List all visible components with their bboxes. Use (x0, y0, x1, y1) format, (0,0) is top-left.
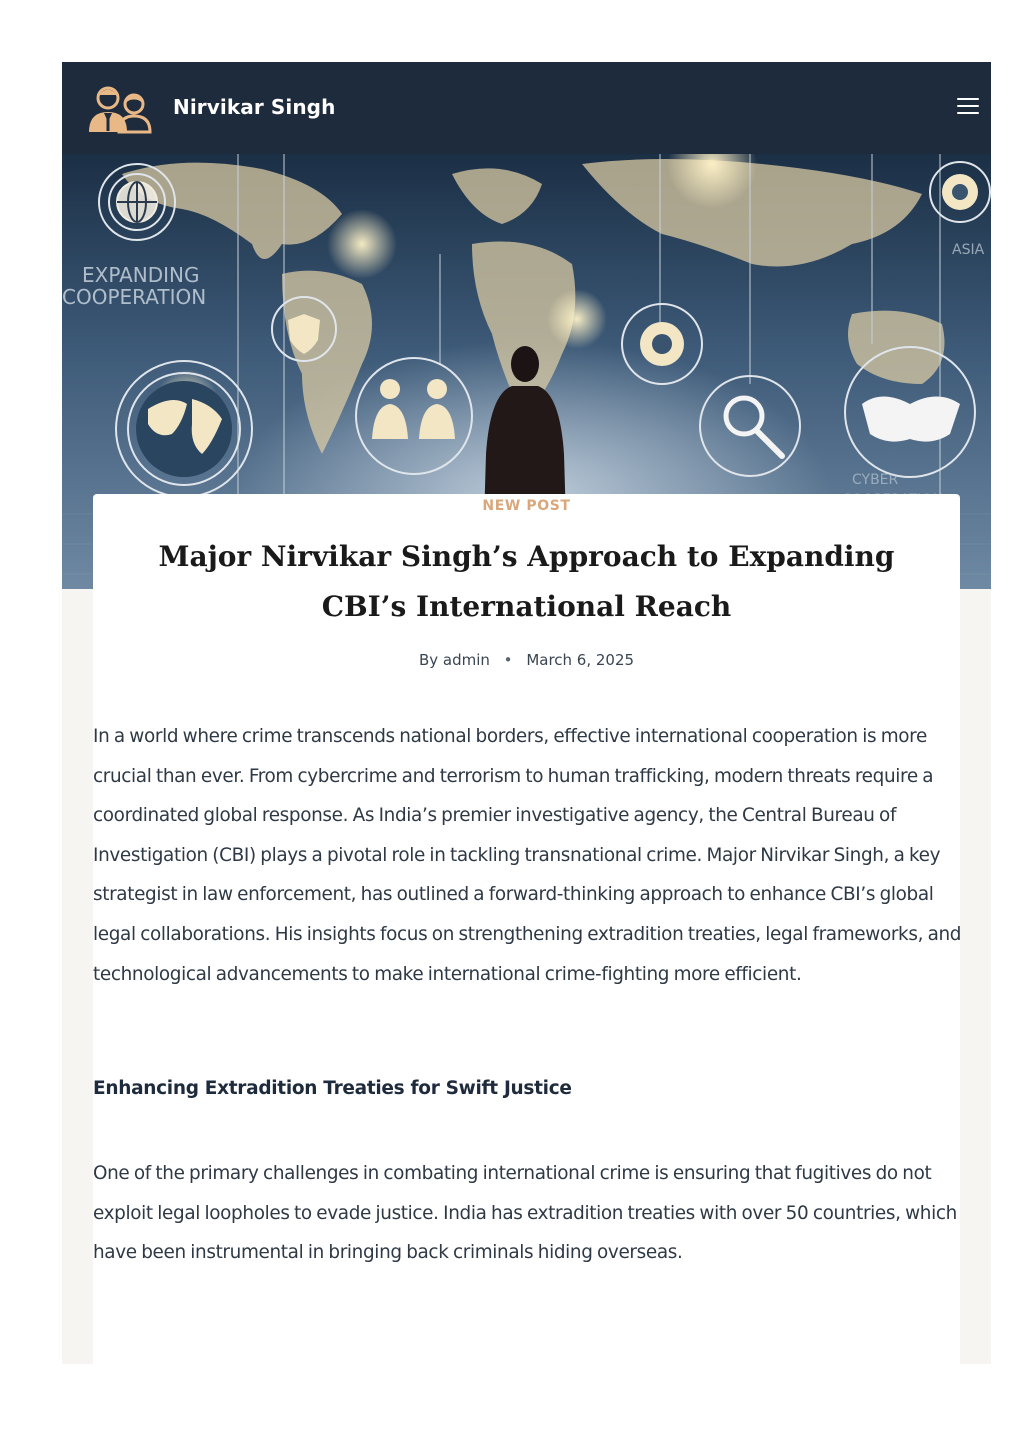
site-header (62, 62, 991, 154)
post-title: Major Nirvikar Singh’s Approach to Expanding CBI’s International Reach (158, 540, 895, 623)
hamburger-menu-icon[interactable] (957, 98, 979, 116)
author-link[interactable]: admin (442, 651, 490, 669)
site-title[interactable]: Nirvikar Singh (173, 95, 336, 119)
meta-separator-dot: • (503, 651, 513, 669)
svg-text:CYBER: CYBER (852, 472, 899, 488)
two-people-logo-icon[interactable] (86, 82, 154, 134)
svg-text:EXPANDING: EXPANDING (82, 263, 200, 287)
section-heading: Enhancing Extradition Treaties for Swift Justice (93, 1078, 572, 1099)
page-container (62, 62, 991, 1364)
svg-text:COOPERATION: COOPERATION (62, 285, 207, 309)
post-date: March 6, 2025 (526, 651, 635, 669)
svg-text:ASIA: ASIA (952, 242, 985, 258)
paragraph-intro: In a world where crime transcends national borders, effective international cooperation is more crucial than ever. From cybercrime and terrorism to human trafficking, modern threats require a coordinated global response. As India’s premier investigative agency, the Central Bureau of Investigation (CBI) plays a pivotal role in tackling transnational crime. Major Nirvikar Singh, a key strategist in law enforcement, has outlined a forward-thinking approach to enhance CBI’s global legal collaborations. His insights focus on strengthening extradition treaties, legal frameworks, and technological advancements to make international crime-fighting more efficient. (93, 726, 962, 985)
post-card (93, 494, 960, 1364)
category-link[interactable]: NEW POST (482, 498, 571, 514)
meta-by-label: By (418, 651, 439, 669)
post-meta (93, 651, 960, 669)
paragraph-extradition: One of the primary challenges in combating international crime is ensuring that fugitives do not exploit legal loopholes to evade justice. India has extradition treaties with over 50 countries, which have been instrumental in bringing back criminals hiding overseas. (93, 1163, 957, 1264)
